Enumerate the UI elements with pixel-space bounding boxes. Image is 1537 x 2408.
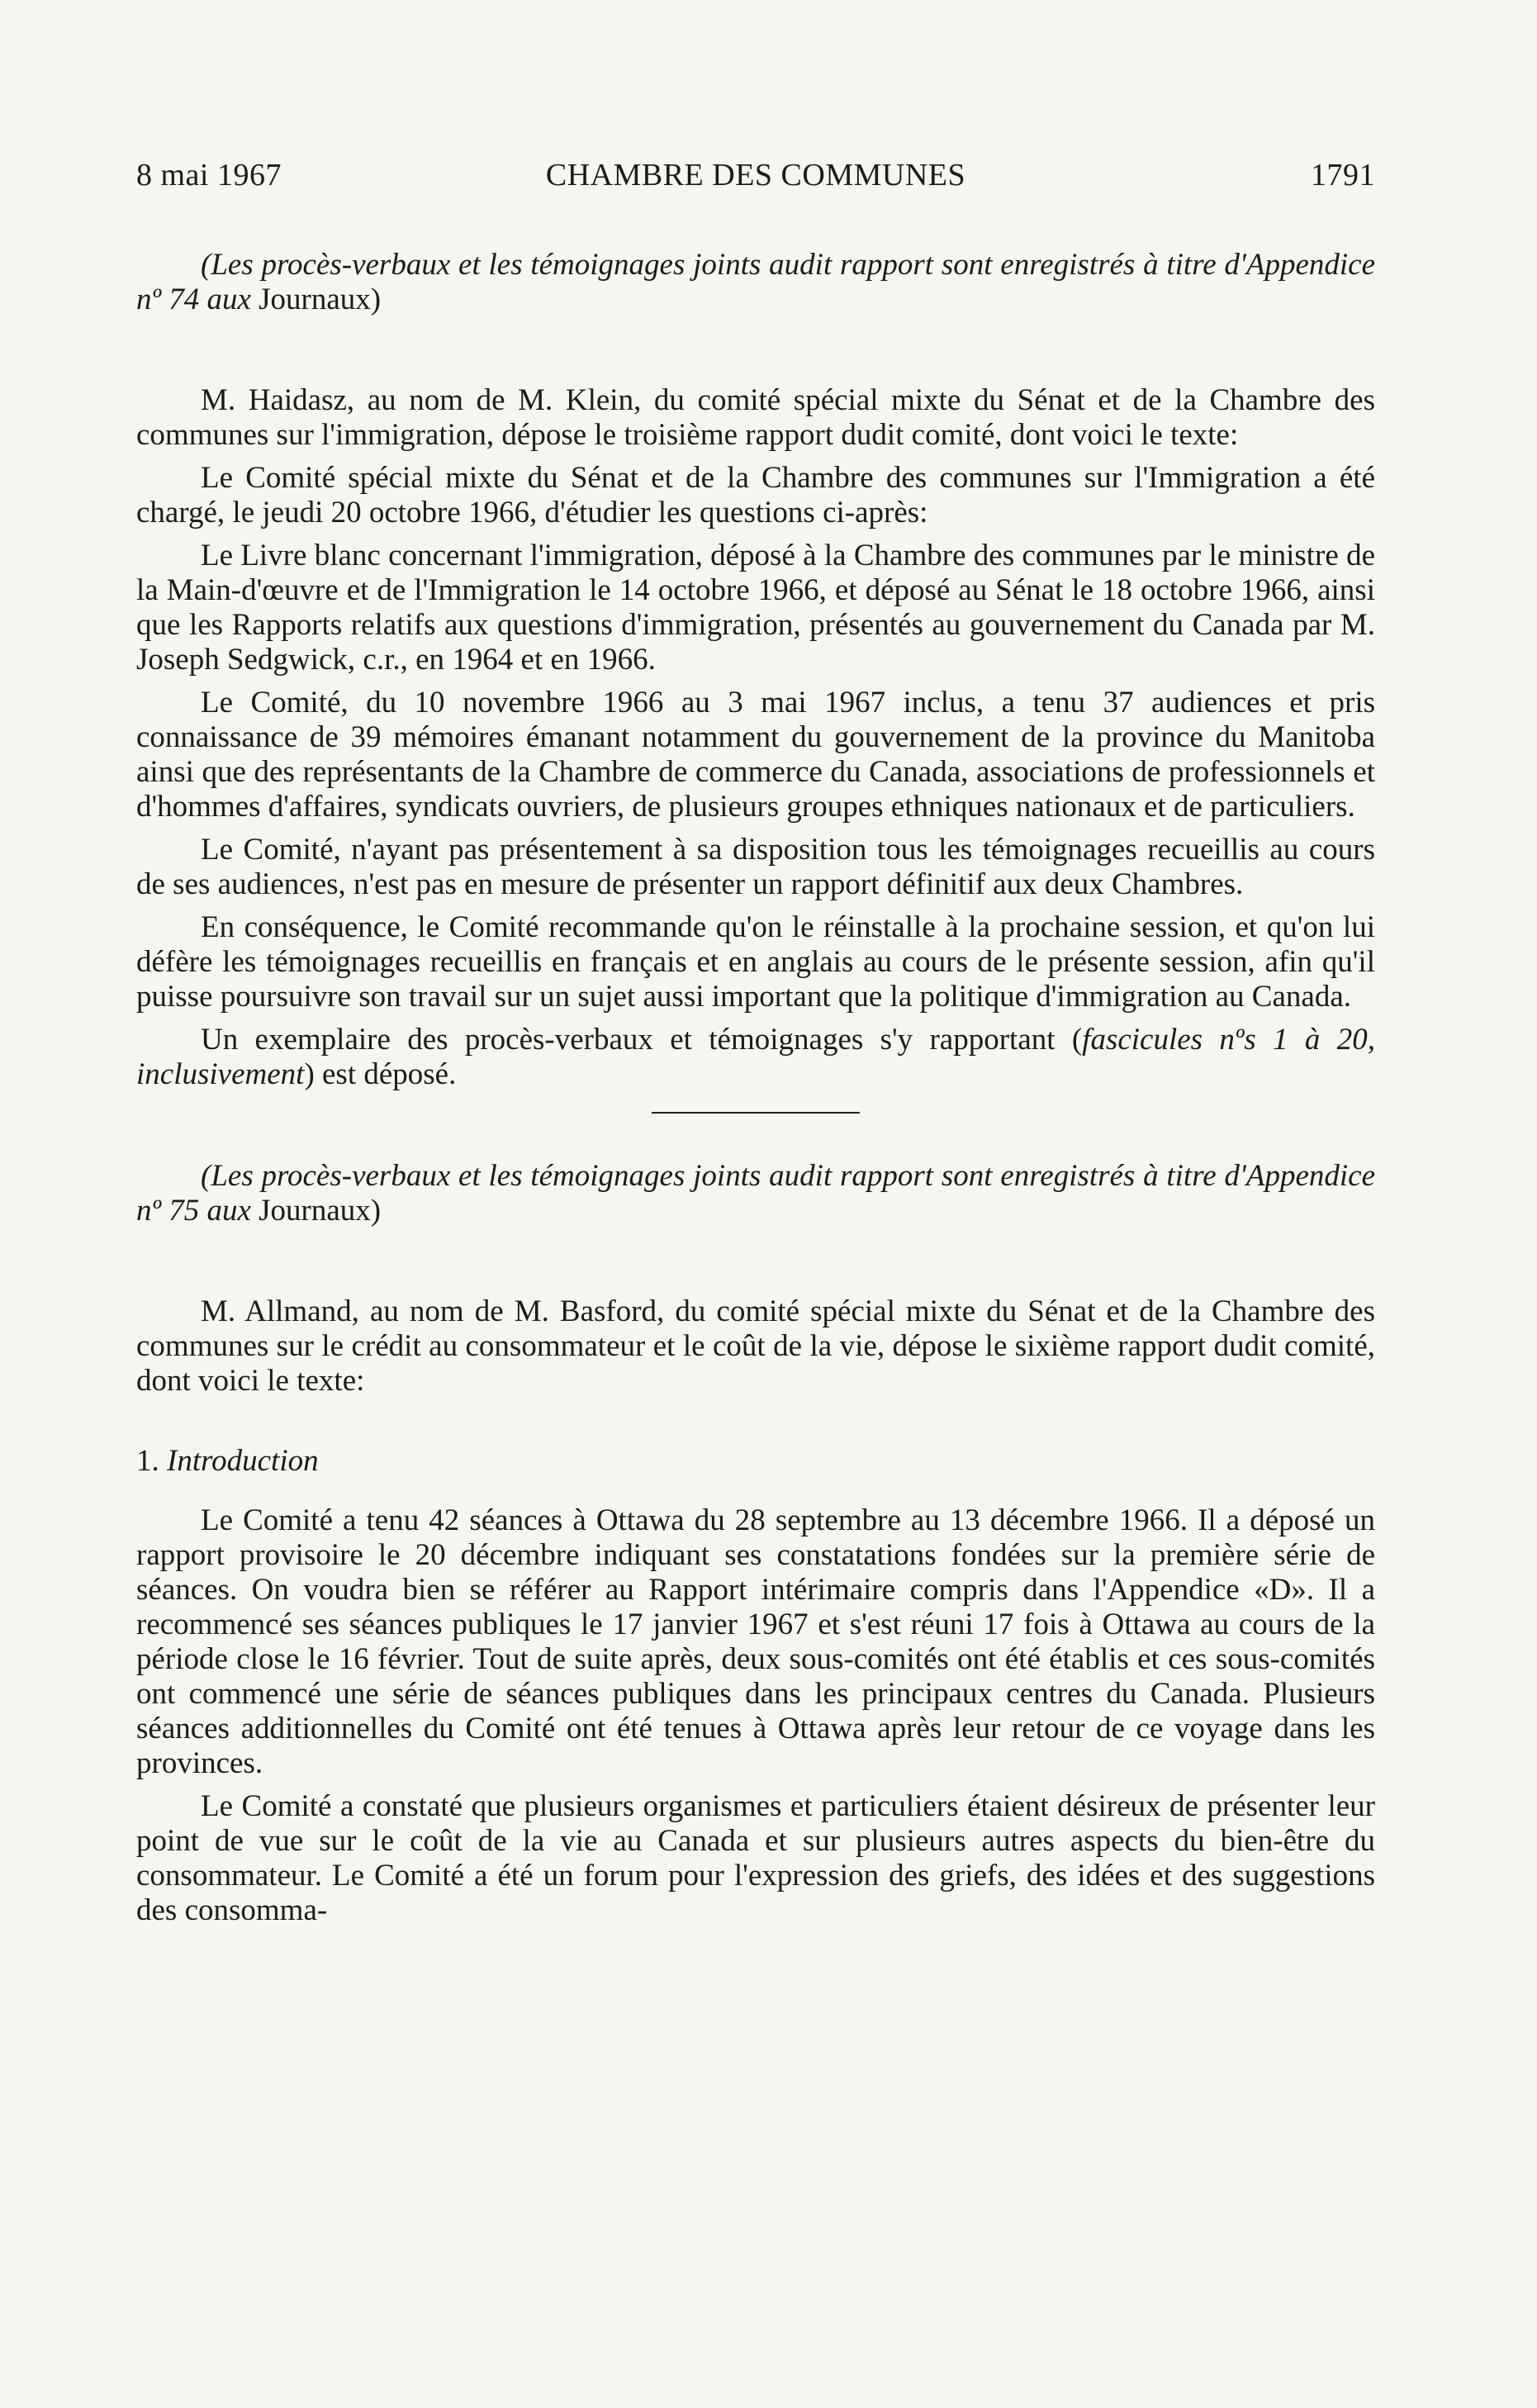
- paragraph-haidasz: M. Haidasz, au nom de M. Klein, du comité spécial mixte du Sénat et de la Chambre des communes sur l'immigration, dépose le troisième rapport dudit comité, dont voici le texte:: [136, 383, 1375, 452]
- section-heading-introduction: [136, 1444, 1375, 1479]
- paragraph-consequence: En conséquence, le Comité recommande qu'on le réinstalle à la prochaine session, et qu'on lui défère les témoignages recueillis en français et en anglais au cours de le présente session, afin qu'il puisse poursuivre son travail sur un sujet aussi important que la politique d'immigration au Canada.: [136, 910, 1375, 1014]
- paragraph-constate: Le Comité a constaté que plusieurs organismes et particuliers étaient désireux de présenter leur point de vue sur le coût de la vie au Canada et sur plusieurs autres aspects du bien-être du consommateur. Le Comité a été un forum pour l'expression des griefs, des idées et des suggestions des consomma-: [136, 1789, 1375, 1927]
- body-text: [136, 248, 1375, 1928]
- appendix-note-75-journaux: Journaux): [250, 1194, 382, 1228]
- appendix-note-74-journaux: Journaux): [250, 283, 382, 316]
- appendix-note-74: [136, 248, 1375, 317]
- paragraph-temoignages: Le Comité, n'ayant pas présentement à sa disposition tous les témoignages recueillis au cours de ses audiences, n'est pas en mesure de présenter un rapport définitif aux deux Chambres.: [136, 833, 1375, 901]
- appendix-note-75-text: (Les procès-verbaux et les témoignages joints audit rapport sont enregistrés à titre d'Appendice nº 75 aux: [136, 1159, 1375, 1228]
- appendix-note-74-text: (Les procès-verbaux et les témoignages joints audit rapport sont enregistrés à titre d'Appendice nº 74 aux: [136, 248, 1375, 316]
- header-date: 8 mai 1967: [136, 158, 282, 192]
- appendix-note-75: [136, 1159, 1375, 1228]
- section-number: 1.: [136, 1444, 167, 1478]
- exemplaire-fascicules: fascicules nºs 1 à 20, inclusivement: [136, 1023, 1375, 1091]
- paragraph-seances: Le Comité a tenu 42 séances à Ottawa du 28 septembre au 13 décembre 1966. Il a déposé un rapport provisoire le 20 décembre indiquant ses constatations fondées sur la première série de séances. On voudra bien se référer au Rapport intérimaire compris dans l'Appendice «D». Il a recommencé ses séances publiques le 17 janvier 1967 et s'est réuni 17 fois à Ottawa au cours de la période close le 16 février. Tout de suite après, deux sous-comités ont été établis et ces sous-comités ont commencé une série de séances publiques dans les principaux centres du Canada. Plusieurs séances additionnelles du Comité ont été tenues à Ottawa après leur retour de ce voyage dans les provinces.: [136, 1503, 1375, 1780]
- paragraph-comite-charge: Le Comité spécial mixte du Sénat et de la Chambre des communes sur l'Immigration a été chargé, le jeudi 20 octobre 1966, d'étudier les questions ci-après:: [136, 461, 1375, 530]
- paragraph-allmand: M. Allmand, au nom de M. Basford, du comité spécial mixte du Sénat et de la Chambre des communes sur le crédit au consommateur et le coût de la vie, dépose le sixième rapport dudit comité, dont voici le texte:: [136, 1294, 1375, 1398]
- exemplaire-text-end: ) est déposé.: [304, 1057, 457, 1091]
- header-page-number: 1791: [1311, 158, 1375, 192]
- header-title: CHAMBRE DES COMMUNES: [545, 158, 966, 192]
- paragraph-exemplaire: [136, 1023, 1375, 1092]
- paragraph-audiences: Le Comité, du 10 novembre 1966 au 3 mai 1967 inclus, a tenu 37 audiences et pris connaissance de 39 mémoires émanant notamment du gouvernement de la province du Manitoba ainsi que des représentants de la Chambre de commerce du Canada, associations de professionnels et d'hommes d'affaires, syndicats ouvriers, de plusieurs groupes ethniques nationaux et de particuliers.: [136, 686, 1375, 824]
- page-header: [136, 157, 1375, 207]
- exemplaire-text-start: Un exemplaire des procès-verbaux et témoignages s'y rapportant (: [201, 1023, 1083, 1057]
- paragraph-livre-blanc: Le Livre blanc concernant l'immigration, déposé à la Chambre des communes par le ministre de la Main-d'œuvre et de l'Immigration le 14 octobre 1966, et déposé au Sénat le 18 octobre 1966, ainsi que les Rapports relatifs aux questions d'immigration, présentés au gouvernement du Canada par M. Joseph Sedgwick, c.r., en 1964 et en 1966.: [136, 539, 1375, 677]
- section-title: Introduction: [167, 1444, 319, 1478]
